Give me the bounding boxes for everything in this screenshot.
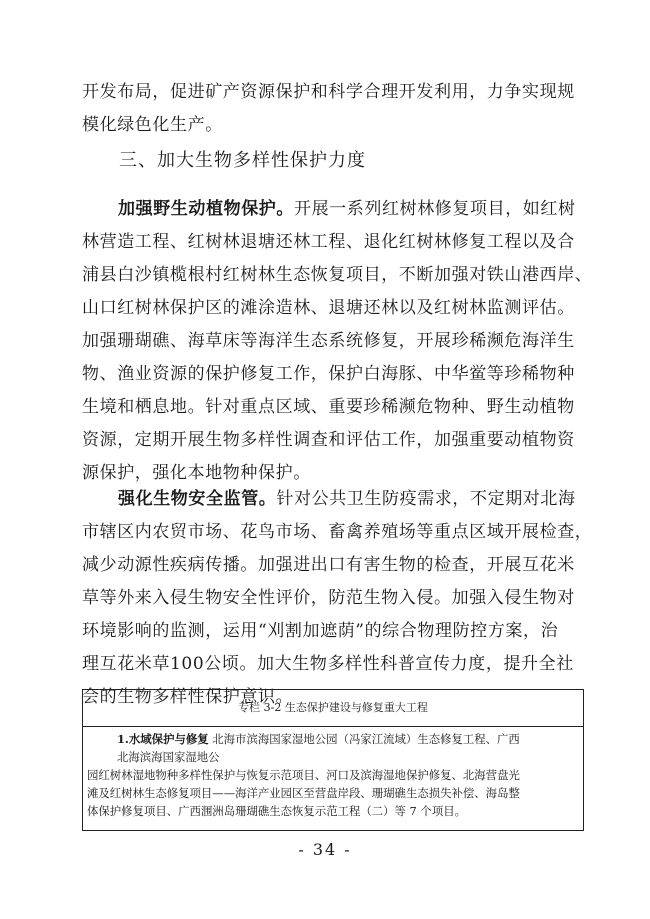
text-line: 会的生物多样性保护意识。 — [82, 687, 294, 707]
text-span: 针对公共卫生防疫需求，不定期对北海 — [276, 489, 576, 509]
text-line: 市辖区内农贸市场、花鸟市场、畜禽养殖场等重点区域开展检查， — [82, 522, 593, 542]
text-line: 生境和栖息地。针对重点区域、重要珍稀濒危物种、野生动植物 — [82, 397, 575, 417]
box-title: 专栏 3-2 生态保护建设与修复重大工程 — [83, 690, 583, 727]
text-line — [82, 483, 582, 516]
text-line: 加强珊瑚礁、海草床等海洋生态系统修复，开展珍稀濒危海洋生 — [82, 331, 575, 351]
text-line: 林营造工程、红树林退塘还林工程、退化红树林修复工程以及合 — [82, 232, 575, 252]
text-span: 开展一系列红树林修复项目，如红树 — [294, 199, 576, 219]
text-line: 滩及红树林生态修复项目——海洋产业园区至营盘岸段、珊瑚礁生态损失补偿、海岛整 — [87, 786, 520, 800]
page-number: - 34 - — [298, 840, 352, 859]
text-line: 山口红树林保护区的滩涂造林、退塘还林以及红树林监测评估。 — [82, 298, 575, 318]
text-line — [82, 193, 582, 226]
paragraph-lead: 加强野生动植物保护。 — [118, 199, 294, 219]
text-line: 环境影响的监测，运用“刈割加遮荫”的综合物理防控方案，治 — [82, 621, 559, 641]
text-line: 园红树林湿地物种多样性保护与恢复示范项目、河口及滨海湿地保护修复、北海营盘光 — [87, 768, 520, 782]
text-line: 模化绿色化生产。 — [82, 115, 223, 135]
box-content — [87, 730, 581, 820]
text-line: 源保护，强化本地物种保护。 — [82, 463, 311, 483]
text-line: 体保护修复项目、广西涠洲岛珊瑚礁生态恢复示范工程（二）等 7 个项目。 — [87, 804, 466, 818]
item-heading: 1.水域保护与修复 — [117, 732, 209, 746]
paragraph-lead: 强化生物安全监管。 — [118, 489, 277, 509]
text-line: 开发布局，促进矿产资源保护和科学合理开发利用，力争实现规 — [82, 82, 575, 102]
text-line: 物、渔业资源的保护修复工作，保护白海豚、中华鲎等珍稀物种 — [82, 364, 575, 384]
text-line: 资源，定期开展生物多样性调查和评估工作，加强重要动植物资 — [82, 430, 575, 450]
text-line — [87, 730, 581, 748]
text-line: 北海滨海国家湿地公 — [117, 750, 220, 764]
text-line: 减少动源性疾病传播。加强进出口有害生物的检查，开展互花米 — [82, 555, 575, 575]
paragraph-wildlife-protection — [82, 193, 593, 490]
intro-paragraph — [82, 76, 582, 142]
project-sidebar-box — [82, 689, 584, 831]
text-line: 草等外来入侵生物安全性评价，防范生物入侵。加强入侵生物对 — [82, 588, 575, 608]
paragraph-biosafety — [82, 483, 593, 714]
section-heading: 三、加大生物多样性保护力度 — [119, 150, 366, 171]
text-line: 理互花米草100公顷。加大生物多样性科普宣传力度，提升全社 — [82, 654, 574, 674]
text-span: 北海市滨海国家湿地公园（冯家江流域）生态修复工程、广西 — [212, 732, 520, 746]
text-line: 浦县白沙镇榄根村红树林生态恢复项目，不断加强对铁山港西岸、 — [82, 265, 593, 285]
